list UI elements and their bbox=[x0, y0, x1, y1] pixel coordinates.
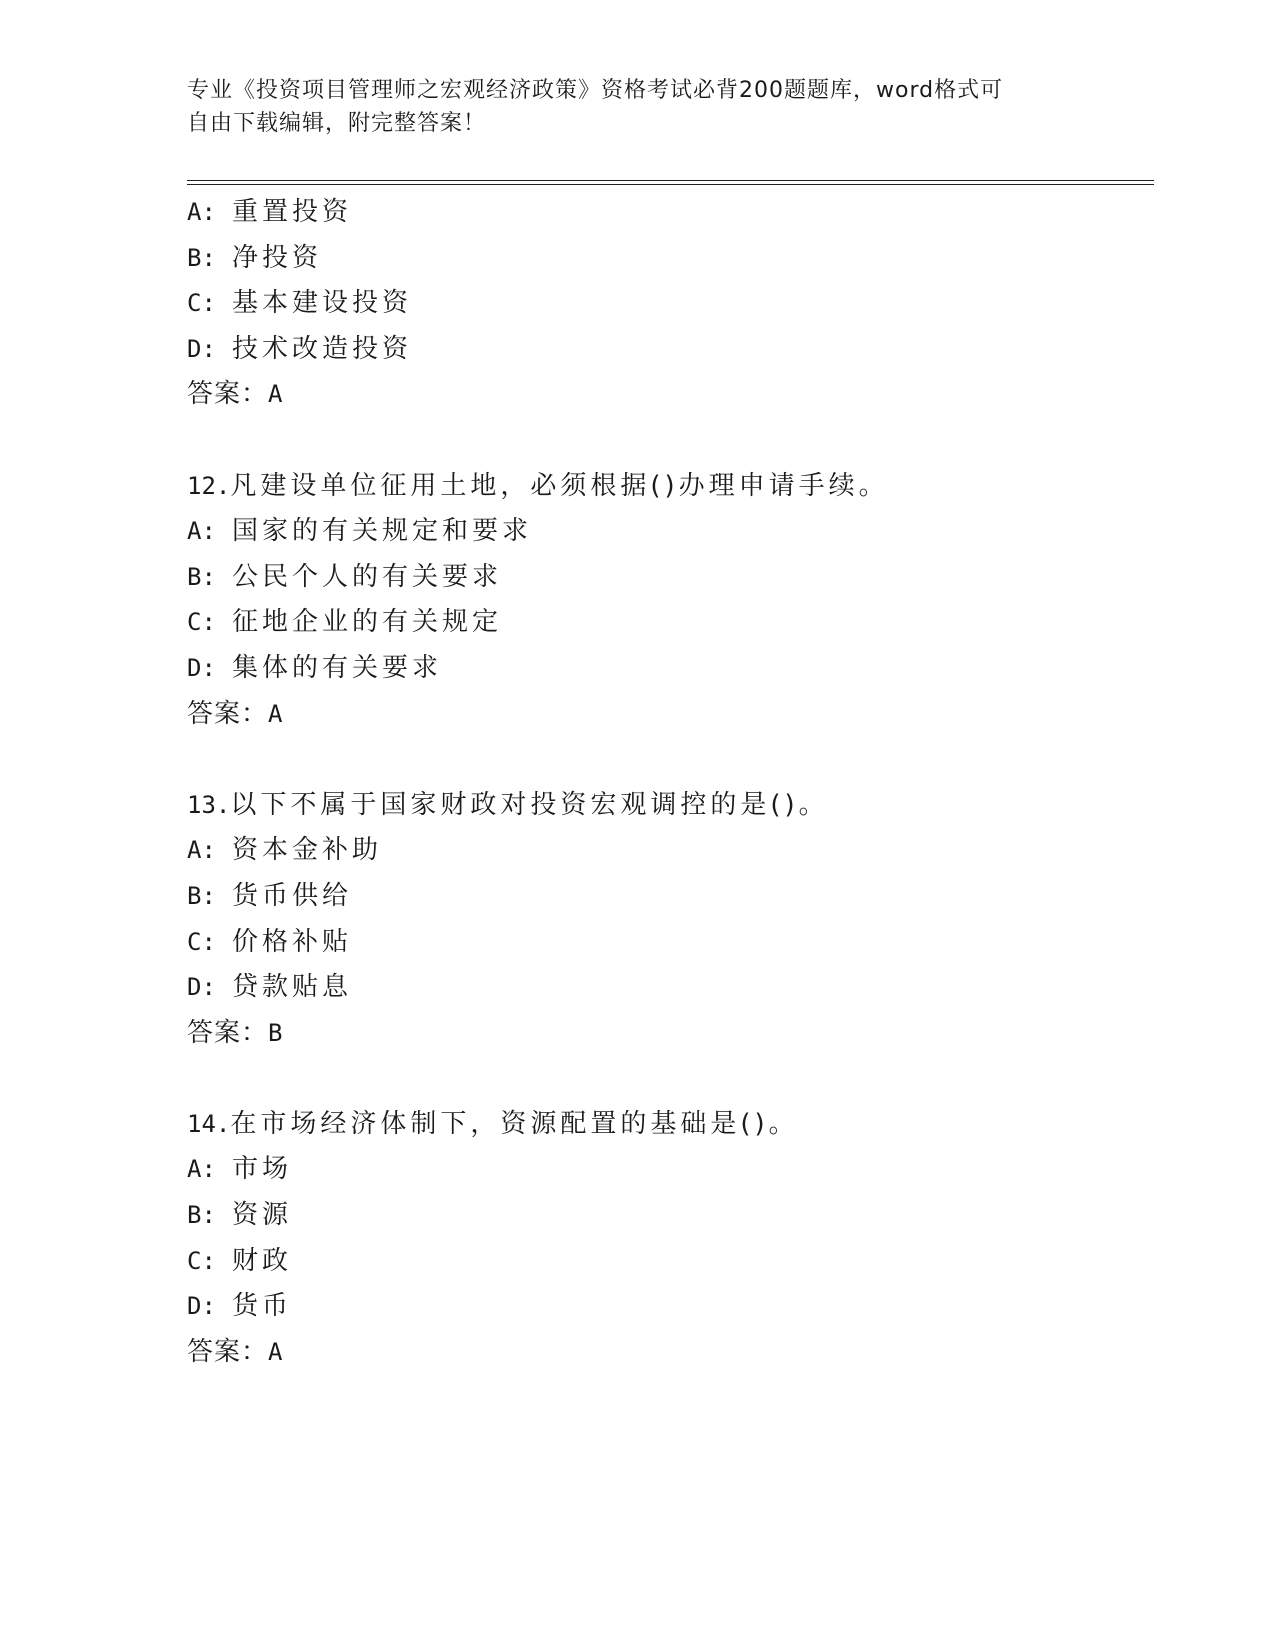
option-c bbox=[187, 281, 1154, 327]
option-tag: C: bbox=[187, 927, 216, 956]
option-c bbox=[187, 1239, 1154, 1285]
option-text: 资源 bbox=[232, 1200, 293, 1231]
option-text: 资本金补助 bbox=[232, 835, 383, 866]
answer-value: A bbox=[268, 1337, 283, 1366]
option-text: 净投资 bbox=[232, 242, 323, 273]
question-block-14 bbox=[187, 1102, 1154, 1376]
option-tag: D: bbox=[187, 334, 216, 363]
option-b bbox=[187, 874, 1154, 920]
option-b bbox=[187, 555, 1154, 601]
header-line-2: 自由下载编辑，附完整答案！ bbox=[187, 111, 487, 136]
option-text: 市场 bbox=[232, 1154, 293, 1185]
answer-label: 答案： bbox=[187, 698, 269, 729]
option-text: 基本建设投资 bbox=[232, 288, 413, 319]
option-tag: B: bbox=[187, 243, 216, 272]
answer-line bbox=[187, 1011, 1154, 1057]
option-a bbox=[187, 828, 1154, 874]
option-b bbox=[187, 1193, 1154, 1239]
answer-line bbox=[187, 372, 1154, 418]
option-tag: C: bbox=[187, 1246, 216, 1275]
question-block-partial bbox=[187, 190, 1154, 418]
question-text bbox=[187, 1102, 1154, 1148]
option-a bbox=[187, 190, 1154, 236]
option-tag: A: bbox=[187, 836, 216, 865]
question-block-13 bbox=[187, 783, 1154, 1057]
answer-line bbox=[187, 1330, 1154, 1376]
option-tag: D: bbox=[187, 1292, 216, 1321]
option-text: 公民个人的有关要求 bbox=[232, 561, 503, 592]
document-header bbox=[187, 74, 1087, 140]
option-d bbox=[187, 327, 1154, 373]
option-tag: D: bbox=[187, 653, 216, 682]
option-text: 征地企业的有关规定 bbox=[232, 607, 503, 638]
option-tag: B: bbox=[187, 881, 216, 910]
option-tag: C: bbox=[187, 608, 216, 637]
question-number: 12. bbox=[187, 471, 231, 500]
header-line-1: 专业《投资项目管理师之宏观经济政策》资格考试必背200题题库，word格式可 bbox=[187, 78, 1004, 103]
option-text: 国家的有关规定和要求 bbox=[232, 516, 533, 547]
option-text: 重置投资 bbox=[232, 197, 353, 227]
option-d bbox=[187, 965, 1154, 1011]
option-text: 技术改造投资 bbox=[232, 333, 413, 364]
question-number: 13. bbox=[187, 790, 231, 819]
option-tag: A: bbox=[187, 1155, 216, 1184]
header-divider-top bbox=[187, 180, 1154, 181]
answer-label: 答案： bbox=[187, 379, 269, 410]
option-text: 价格补贴 bbox=[232, 926, 353, 957]
answer-value: B bbox=[268, 1018, 283, 1047]
option-text: 货币供给 bbox=[232, 880, 353, 911]
answer-label: 答案： bbox=[187, 1336, 269, 1367]
question-stem: 凡建设单位征用土地，必须根据()办理申请手续。 bbox=[230, 470, 889, 501]
question-stem: 以下不属于国家财政对投资宏观调控的是()。 bbox=[230, 789, 829, 820]
option-d bbox=[187, 1284, 1154, 1330]
question-block-12 bbox=[187, 464, 1154, 738]
answer-value: A bbox=[268, 699, 283, 728]
answer-label: 答案： bbox=[187, 1017, 269, 1048]
answer-value: A bbox=[268, 380, 283, 409]
answer-line bbox=[187, 692, 1154, 738]
option-c bbox=[187, 920, 1154, 966]
option-tag: D: bbox=[187, 973, 216, 1002]
option-text: 贷款贴息 bbox=[232, 972, 353, 1003]
option-text: 集体的有关要求 bbox=[232, 652, 443, 683]
question-stem: 在市场经济体制下，资源配置的基础是()。 bbox=[230, 1108, 799, 1139]
question-number: 14. bbox=[187, 1109, 231, 1138]
question-text bbox=[187, 464, 1154, 510]
header-divider-bottom bbox=[187, 184, 1154, 185]
option-tag: A: bbox=[187, 198, 216, 226]
option-d bbox=[187, 646, 1154, 692]
option-b bbox=[187, 236, 1154, 282]
option-tag: A: bbox=[187, 517, 216, 546]
option-c bbox=[187, 600, 1154, 646]
option-tag: C: bbox=[187, 289, 216, 318]
option-tag: B: bbox=[187, 1201, 216, 1230]
option-a bbox=[187, 509, 1154, 555]
option-text: 货币 bbox=[232, 1291, 293, 1322]
option-a bbox=[187, 1147, 1154, 1193]
question-text bbox=[187, 783, 1154, 829]
option-text: 财政 bbox=[232, 1245, 293, 1276]
option-tag: B: bbox=[187, 562, 216, 591]
question-list bbox=[187, 190, 1154, 1375]
